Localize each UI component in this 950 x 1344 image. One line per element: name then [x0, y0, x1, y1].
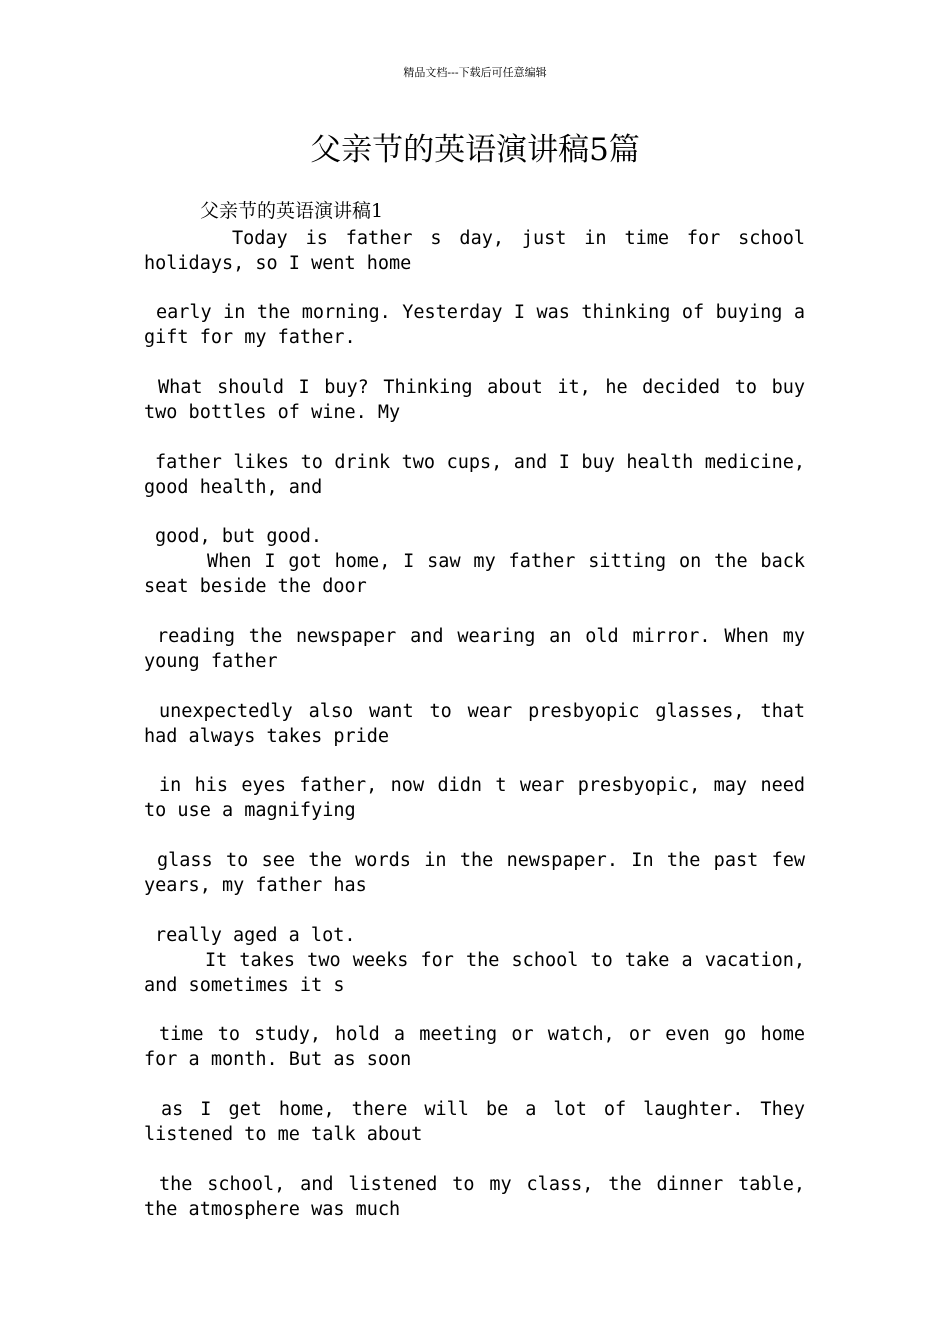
text-line: good health, and [144, 477, 323, 498]
section-subtitle: 父亲节的英语演讲稿1 [200, 200, 384, 222]
text-line: glass to see the words in the newspaper. In the past few [157, 850, 805, 871]
text-line: seat beside the door [144, 576, 367, 597]
text-line: unexpectedly also want to wear presbyopic glasses, that [159, 701, 805, 722]
document-title: 父亲节的英语演讲稿5篇 [310, 132, 640, 168]
text-line: It takes two weeks for the school to take a vacation, [205, 950, 805, 971]
text-line: for a month. But as soon [144, 1049, 412, 1070]
text-line: as I get home, there will be a lot of laughter. They [161, 1099, 805, 1120]
text-line: Today is father s day, just in time for school [232, 228, 805, 249]
text-line: really aged a lot. [155, 925, 356, 946]
text-line: What should I buy? Thinking about it, he decided to buy [158, 377, 805, 398]
text-line: When I got home, I saw my father sitting on the back [207, 551, 805, 572]
text-line: gift for my father. [144, 327, 356, 348]
text-line: good, but good. [155, 526, 323, 547]
text-line: the school, and listened to my class, the dinner table, [159, 1174, 805, 1195]
text-line: two bottles of wine. My [144, 402, 401, 423]
text-line: reading the newspaper and wearing an old mirror. When my [157, 626, 805, 647]
page-header: 精品文档---下载后可任意编辑 [403, 66, 547, 79]
text-line: time to study, hold a meeting or watch, or even go home [159, 1024, 805, 1045]
text-line: to use a magnifying [144, 800, 356, 821]
text-line: father likes to drink two cups, and I buy health medicine, [155, 452, 805, 473]
text-line: and sometimes it s [144, 975, 345, 996]
text-line: in his eyes father, now didn t wear presbyopic, may need [159, 775, 805, 796]
text-line: the atmosphere was much [144, 1199, 401, 1220]
text-line: listened to me talk about [144, 1124, 423, 1145]
text-line: early in the morning. Yesterday I was thinking of buying a [156, 302, 805, 323]
text-line: had always takes pride [144, 726, 390, 747]
text-line: years, my father has [144, 875, 367, 896]
text-line: holidays, so I went home [144, 253, 412, 274]
text-line: young father [144, 651, 278, 672]
